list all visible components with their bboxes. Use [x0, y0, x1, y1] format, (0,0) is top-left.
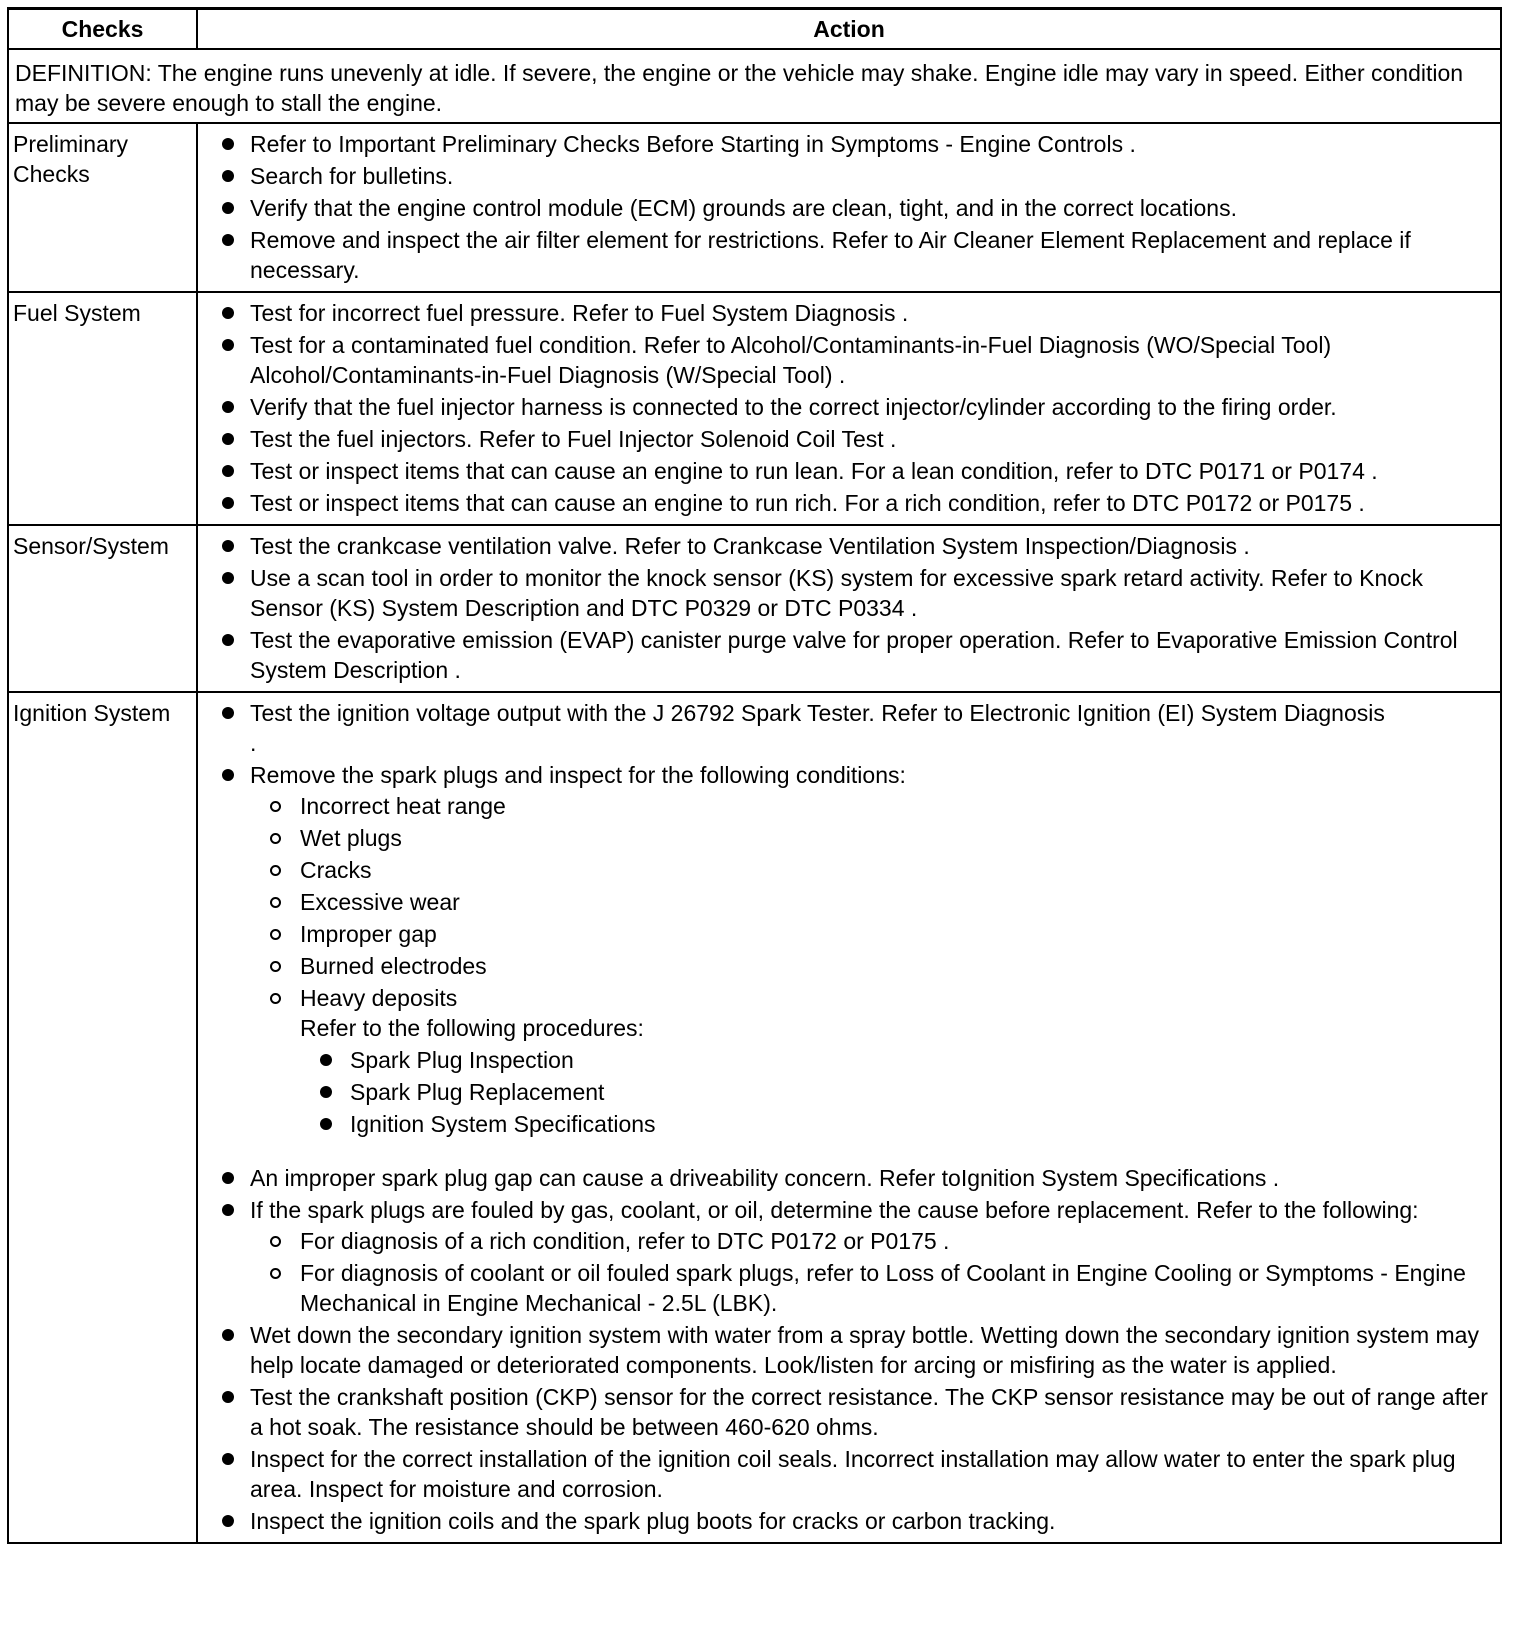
procedures-note: Refer to the following procedures:	[300, 1015, 644, 1041]
list-item: Wet down the secondary ignition system with water from a spray bottle. Wetting down the secondary ignition system may help locate damaged or deteriorated components. Look/listen for arcing or misfiring as the water is applied.	[202, 1320, 1496, 1380]
list-item: Remove and inspect the air filter element for restrictions. Refer to Air Cleaner Element Replacement and replace if necessary.	[202, 225, 1496, 285]
list-item	[202, 1195, 1496, 1318]
procedure-item: Spark Plug Replacement	[300, 1077, 1496, 1107]
list-item: Test for a contaminated fuel condition. Refer to Alcohol/Contaminants-in-Fuel Diagnosis (WO/Special Tool) Alcohol/Contaminants-in-Fuel Diagnosis (W/Special Tool) .	[202, 330, 1496, 390]
list-item: Test for incorrect fuel pressure. Refer to Fuel System Diagnosis .	[202, 298, 1496, 328]
list-item: Verify that the fuel injector harness is connected to the correct injector/cylinder according to the firing order.	[202, 392, 1496, 422]
list-item: Test the crankshaft position (CKP) sensor for the correct resistance. The CKP sensor resistance may be out of range after a hot soak. The resistance should be between 460-620 ohms.	[202, 1382, 1496, 1442]
condition-item: Wet plugs	[250, 823, 1496, 853]
header-row	[8, 9, 1501, 50]
sublist-item: For diagnosis of coolant or oil fouled spark plugs, refer to Loss of Coolant in Engine Cooling or Symptoms - Engine Mechanical in Engine Mechanical - 2.5L (LBK).	[250, 1258, 1496, 1318]
condition-item: Cracks	[250, 855, 1496, 885]
condition-item: Burned electrodes	[250, 951, 1496, 981]
list-item	[202, 698, 1496, 758]
fuel-system-label: Fuel System	[8, 292, 197, 525]
ignition-system-actions	[197, 692, 1501, 1543]
sensor-system-label: Sensor/System	[8, 525, 197, 692]
definition-text: DEFINITION: The engine runs unevenly at idle. If severe, the engine or the vehicle may shake. Engine idle may vary in speed. Either condition may be severe enough to stall the engine.	[8, 49, 1501, 123]
ignition-voltage-tail: .	[250, 730, 257, 756]
list-item: Refer to Important Preliminary Checks Before Starting in Symptoms - Engine Controls .	[202, 129, 1496, 159]
definition-row	[8, 49, 1501, 123]
ignition-system-row	[8, 692, 1501, 1543]
fouled-plugs-text: If the spark plugs are fouled by gas, coolant, or oil, determine the cause before replacement. Refer to the following:	[250, 1197, 1419, 1223]
list-item: Search for bulletins.	[202, 161, 1496, 191]
preliminary-checks-actions	[197, 123, 1501, 292]
procedure-item: Ignition System Specifications	[300, 1109, 1496, 1139]
list-item: Test the fuel injectors. Refer to Fuel Injector Solenoid Coil Test .	[202, 424, 1496, 454]
preliminary-checks-row	[8, 123, 1501, 292]
list-item: Use a scan tool in order to monitor the knock sensor (KS) system for excessive spark retard activity. Refer to Knock Sensor (KS) System Description and DTC P0329 or DTC P0334 .	[202, 563, 1496, 623]
list-item: Inspect the ignition coils and the spark plug boots for cracks or carbon tracking.	[202, 1506, 1496, 1536]
list-item: Inspect for the correct installation of the ignition coil seals. Incorrect installation may allow water to enter the spark plug area. Inspect for moisture and corrosion.	[202, 1444, 1496, 1504]
condition-list	[250, 791, 1496, 1139]
action-header: Action	[197, 9, 1501, 50]
preliminary-checks-list	[202, 129, 1496, 285]
preliminary-checks-label: Preliminary Checks	[8, 123, 197, 292]
condition-item: Incorrect heat range	[250, 791, 1496, 821]
sensor-system-actions	[197, 525, 1501, 692]
fuel-system-list	[202, 298, 1496, 518]
condition-text: Heavy deposits	[300, 985, 458, 1011]
fuel-system-actions	[197, 292, 1501, 525]
list-item: Test the evaporative emission (EVAP) canister purge valve for proper operation. Refer to Evaporative Emission Control System Description .	[202, 625, 1496, 685]
list-item: Verify that the engine control module (ECM) grounds are clean, tight, and in the correct locations.	[202, 193, 1496, 223]
diagnostic-table	[7, 7, 1502, 1544]
sublist-item: For diagnosis of a rich condition, refer to DTC P0172 or P0175 .	[250, 1226, 1496, 1256]
spark-plug-inspect-text: Remove the spark plugs and inspect for the following conditions:	[250, 762, 906, 788]
fouled-plugs-sublist	[250, 1226, 1496, 1318]
list-item: Test or inspect items that can cause an engine to run lean. For a lean condition, refer to DTC P0171 or P0174 .	[202, 456, 1496, 486]
list-item: Test the crankcase ventilation valve. Refer to Crankcase Ventilation System Inspection/Diagnosis .	[202, 531, 1496, 561]
fuel-system-row	[8, 292, 1501, 525]
sensor-system-row	[8, 525, 1501, 692]
ignition-system-list	[202, 698, 1496, 1536]
procedure-item: Spark Plug Inspection	[300, 1045, 1496, 1075]
list-item: An improper spark plug gap can cause a driveability concern. Refer toIgnition System Specifications .	[202, 1163, 1496, 1193]
condition-item: Improper gap	[250, 919, 1496, 949]
list-item: Test or inspect items that can cause an engine to run rich. For a rich condition, refer to DTC P0172 or P0175 .	[202, 488, 1496, 518]
condition-item	[250, 983, 1496, 1139]
procedure-list	[300, 1045, 1496, 1139]
ignition-system-label: Ignition System	[8, 692, 197, 1543]
checks-header: Checks	[8, 9, 197, 50]
ignition-voltage-text: Test the ignition voltage output with the J 26792 Spark Tester. Refer to Electronic Ignition (EI) System Diagnosis	[250, 700, 1385, 726]
condition-item: Excessive wear	[250, 887, 1496, 917]
list-item	[202, 760, 1496, 1139]
sensor-system-list	[202, 531, 1496, 685]
